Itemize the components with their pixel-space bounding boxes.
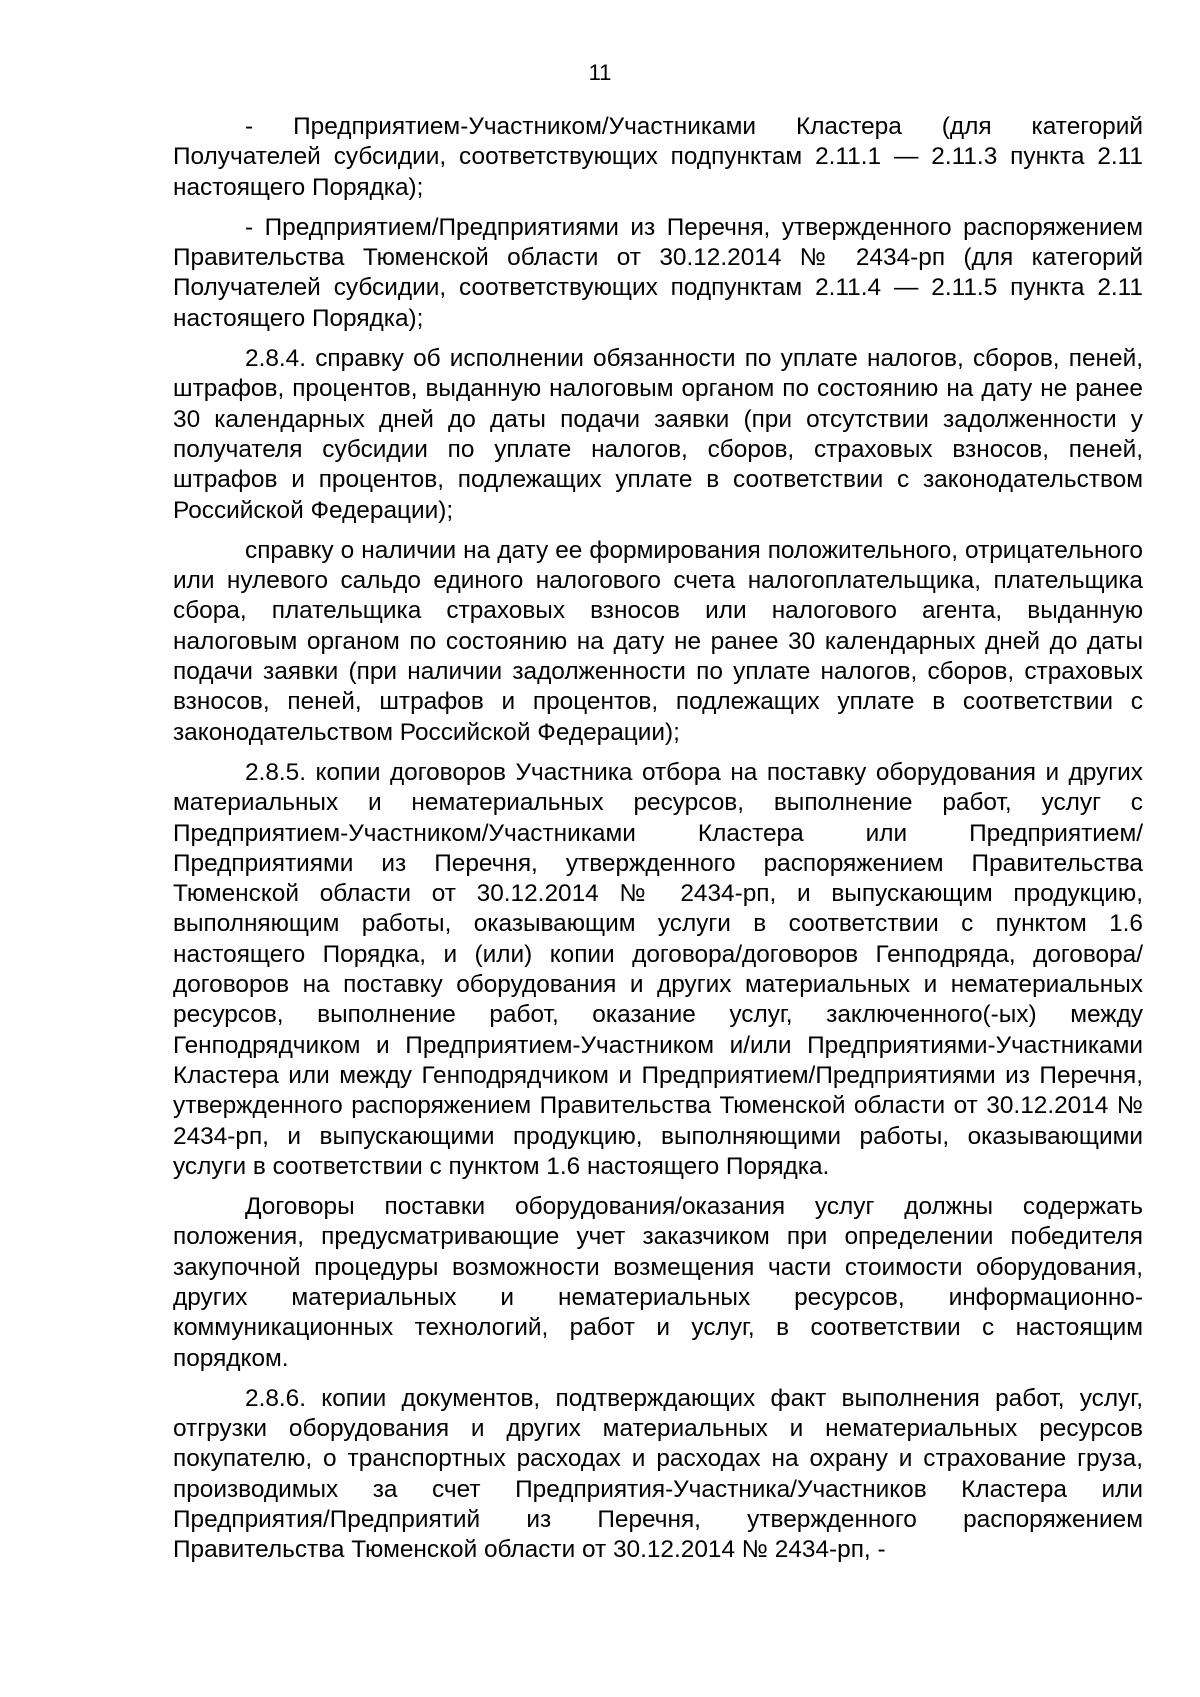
paragraph-7: 2.8.6. копии документов, подтверждающих факт выполнения работ, услуг, отгрузки оборудования и других материальных и нематериальных ресурсов покупателю, о транспортных расходах и расходах на охрану и страхование груза, производимых за счет Предприятия-Участника/Участников Кластера или Предприятия/Предприятий из Перечня, утвержденного распоряжением Правительства Тюменской области от 30.12.2014 № 2434-рп, - xyxy=(173,1384,1143,1564)
page-number: 11 xyxy=(588,60,612,85)
paragraph-2: - Предприятием/Предприятиями из Перечня, утвержденного распоряжением Правительства Тюменской области от 30.12.2014 № 2434-рп (для категорий Получателей субсидии, соответствующих подпунктам 2.11.4 — 2.11.5 пункта 2.11 настоящего Порядка); xyxy=(173,213,1143,332)
paragraph-4: справку о наличии на дату ее формирования положительного, отрицательного или нулевого сальдо единого налогового счета налогоплательщика, плательщика сбора, плательщика страховых взносов или налогового агента, выданную налоговым органом по состоянию на дату не ранее 30 календарных дней до даты подачи заявки (при наличии задолженности по уплате налогов, сборов, страховых взносов, пеней, штрафов и процентов, подлежащих уплате в соответствии с законодательством Российской Федерации); xyxy=(173,536,1143,746)
paragraph-5: 2.8.5. копии договоров Участника отбора на поставку оборудования и других материальных и нематериальных ресурсов, выполнение работ, услуг с Предприятием-Участником/Участниками Кластера или Предприятием/Предприятиями из Перечня, утвержденного распоряжением Правительства Тюменской области от 30.12.2014 № 2434-рп, и выпускающим продукцию, выполняющим работы, оказывающим услуги в соответствии с пунктом 1.6 настоящего Порядка, и (или) копии договора/договоров Генподряда, договора/договоров на поставку оборудования и других материальных и нематериальных ресурсов, выполнение работ, оказание услуг, заключенного(-ых) между Генподрядчиком и Предприятием-Участником и/или Предприятиями-Участниками Кластера или между Генподрядчиком и Предприятием/Предприятиями из Перечня, утвержденного распоряжением Правительства Тюменской области от 30.12.2014 № 2434-рп, и выпускающими продукцию, выполняющими работы, оказывающими услуги в соответствии с пунктом 1.6 настоящего Порядка. xyxy=(173,758,1143,1180)
paragraph-3: 2.8.4. справку об исполнении обязанности по уплате налогов, сборов, пеней, штрафов, процентов, выданную налоговым органом по состоянию на дату не ранее 30 календарных дней до даты подачи заявки (при отсутствии задолженности у получателя субсидии по уплате налогов, сборов, страховых взносов, пеней, штрафов и процентов, подлежащих уплате в соответствии с законодательством Российской Федерации); xyxy=(173,345,1143,524)
document-body xyxy=(173,112,1143,1576)
paragraph-6: Договоры поставки оборудования/оказания услуг должны содержать положения, предусматривающие учет заказчиком при определении победителя закупочной процедуры возможности возмещения части стоимости оборудования, других материальных и нематериальных ресурсов, информационно-коммуникационных технологий, работ и услуг, в соответствии с настоящим порядком. xyxy=(173,1193,1143,1372)
paragraph-1: - Предприятием-Участником/Участниками Кластера (для категорий Получателей субсидии, соответствующих подпунктам 2.11.1 — 2.11.3 пункта 2.11 настоящего Порядка); xyxy=(173,113,1143,201)
